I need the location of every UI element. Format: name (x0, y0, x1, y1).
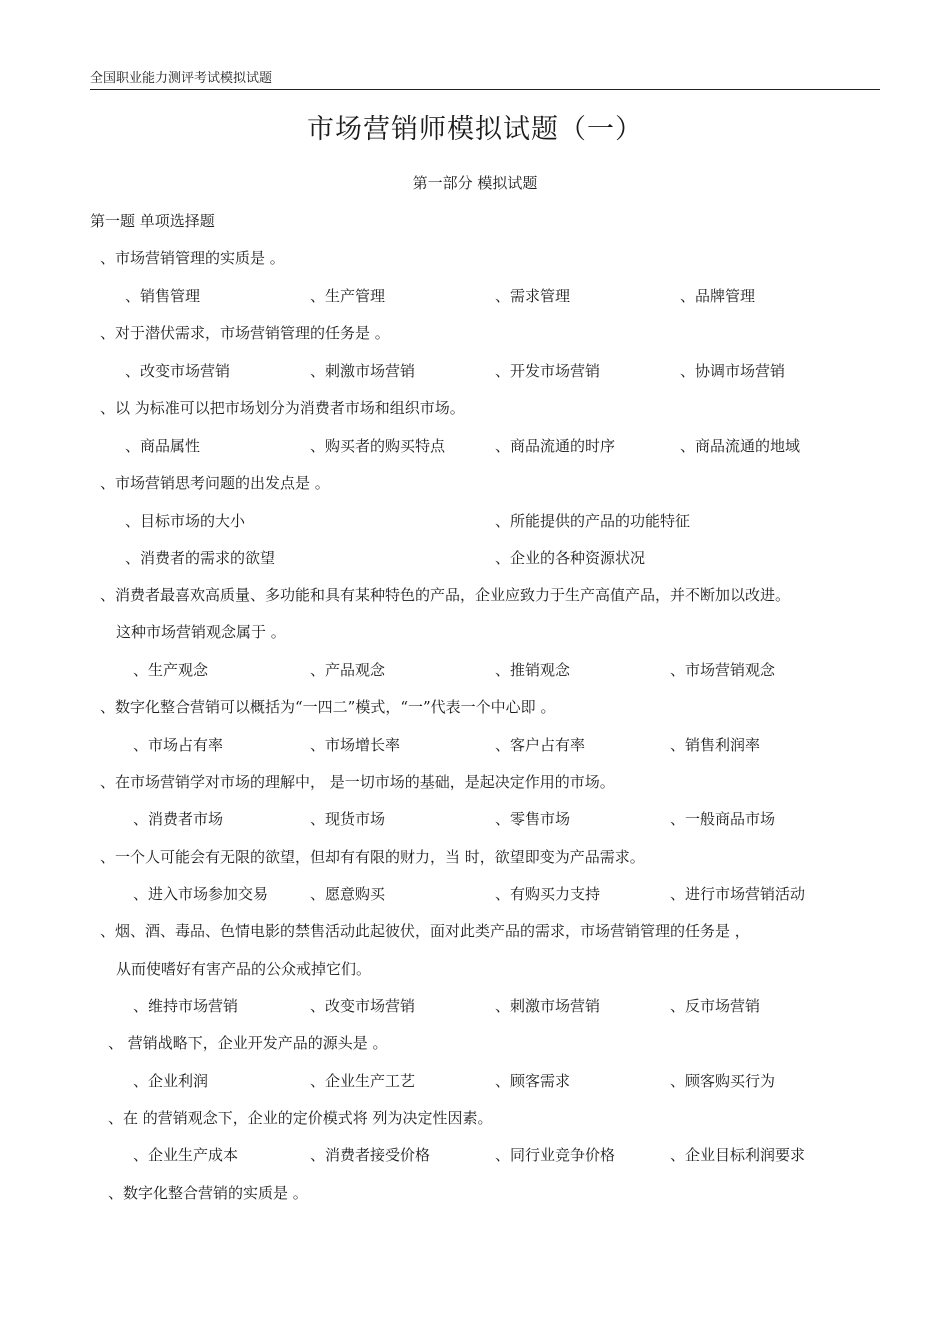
option-a: 、销售管理 (125, 287, 201, 305)
option-d: 、一般商品市场 (670, 810, 776, 828)
option-b: 、所能提供的产品的功能特征 (495, 512, 691, 530)
option-a: 、市场占有率 (133, 736, 224, 754)
section-heading: 第一题 单项选择题 (90, 212, 215, 230)
option-a: 、进入市场参加交易 (133, 885, 269, 903)
page-header (90, 70, 880, 90)
option-c: 、推销观念 (495, 661, 571, 679)
question-stem: 、数字化整合营销可以概括为“一四二”模式，“一”代表一个中心即 。 (100, 698, 556, 716)
question-stem: 、市场营销思考问题的出发点是 。 (100, 474, 330, 492)
option-b: 、愿意购买 (310, 885, 386, 903)
option-d: 、进行市场营销活动 (670, 885, 806, 903)
page-title: 市场营销师模拟试题（一） (307, 114, 643, 145)
option-b: 、购买者的购买特点 (310, 437, 446, 455)
question-stem: 、 营销战略下，企业开发产品的源头是 。 (108, 1034, 388, 1052)
option-c: 、零售市场 (495, 810, 571, 828)
option-c: 、需求管理 (495, 287, 571, 305)
option-c: 、刺激市场营销 (495, 997, 601, 1015)
option-b: 、改变市场营销 (310, 997, 416, 1015)
option-a: 、维持市场营销 (133, 997, 239, 1015)
question-stem: 、市场营销管理的实质是 。 (100, 249, 285, 267)
option-c: 、消费者的需求的欲望 (125, 549, 276, 567)
part-subtitle: 第一部分 模拟试题 (412, 174, 538, 192)
question-stem: 、数字化整合营销的实质是 。 (108, 1184, 308, 1202)
option-c: 、开发市场营销 (495, 362, 601, 380)
question-stem: 、在市场营销学对市场的理解中， 是一切市场的基础，是起决定作用的市场。 (100, 773, 615, 791)
option-d: 、反市场营销 (670, 997, 761, 1015)
option-b: 、产品观念 (310, 661, 386, 679)
option-b: 、现货市场 (310, 810, 386, 828)
option-a: 、改变市场营销 (125, 362, 231, 380)
question-stem: 、对于潜伏需求，市场营销管理的任务是 。 (100, 324, 390, 342)
option-a: 、企业生产成本 (133, 1146, 239, 1164)
question-stem: 、在 的营销观念下，企业的定价模式将 列为决定性因素。 (108, 1109, 493, 1127)
option-d: 、商品流通的地域 (680, 437, 801, 455)
option-c: 、同行业竞争价格 (495, 1146, 616, 1164)
question-stem-continued: 从而使嗜好有害产品的公众戒掉它们。 (116, 960, 372, 978)
option-d: 、企业目标利润要求 (670, 1146, 806, 1164)
option-b: 、生产管理 (310, 287, 386, 305)
option-b: 、刺激市场营销 (310, 362, 416, 380)
option-b: 、市场增长率 (310, 736, 401, 754)
option-d: 、市场营销观念 (670, 661, 776, 679)
question-stem: 、以 为标准可以把市场划分为消费者市场和组织市场。 (100, 399, 465, 417)
question-stem-continued: 这种市场营销观念属于 。 (116, 623, 286, 641)
option-d: 、顾客购买行为 (670, 1072, 776, 1090)
question-stem: 、一个人可能会有无限的欲望，但却有有限的财力，当 时，欲望即变为产品需求。 (100, 848, 645, 866)
option-d: 、品牌管理 (680, 287, 756, 305)
option-b: 、企业生产工艺 (310, 1072, 416, 1090)
option-a: 、消费者市场 (133, 810, 224, 828)
option-c: 、客户占有率 (495, 736, 586, 754)
option-d: 、企业的各种资源状况 (495, 549, 646, 567)
option-a: 、企业利润 (133, 1072, 209, 1090)
question-stem: 、烟、酒、毒品、色情电影的禁售活动此起彼伏，面对此类产品的需求，市场营销管理的任务是 ， (100, 922, 750, 940)
option-a: 、目标市场的大小 (125, 512, 246, 530)
option-a: 、生产观念 (133, 661, 209, 679)
option-a: 、商品属性 (125, 437, 201, 455)
option-d: 、协调市场营销 (680, 362, 786, 380)
question-stem: 、消费者最喜欢高质量、多功能和具有某种特色的产品，企业应致力于生产高值产品，并不断加以改进。 (100, 586, 791, 604)
option-d: 、销售利润率 (670, 736, 761, 754)
header-text: 全国职业能力测评考试模拟试题 (90, 71, 273, 86)
option-b: 、消费者接受价格 (310, 1146, 431, 1164)
option-c: 、有购买力支持 (495, 885, 601, 903)
option-c: 、顾客需求 (495, 1072, 571, 1090)
option-c: 、商品流通的时序 (495, 437, 616, 455)
